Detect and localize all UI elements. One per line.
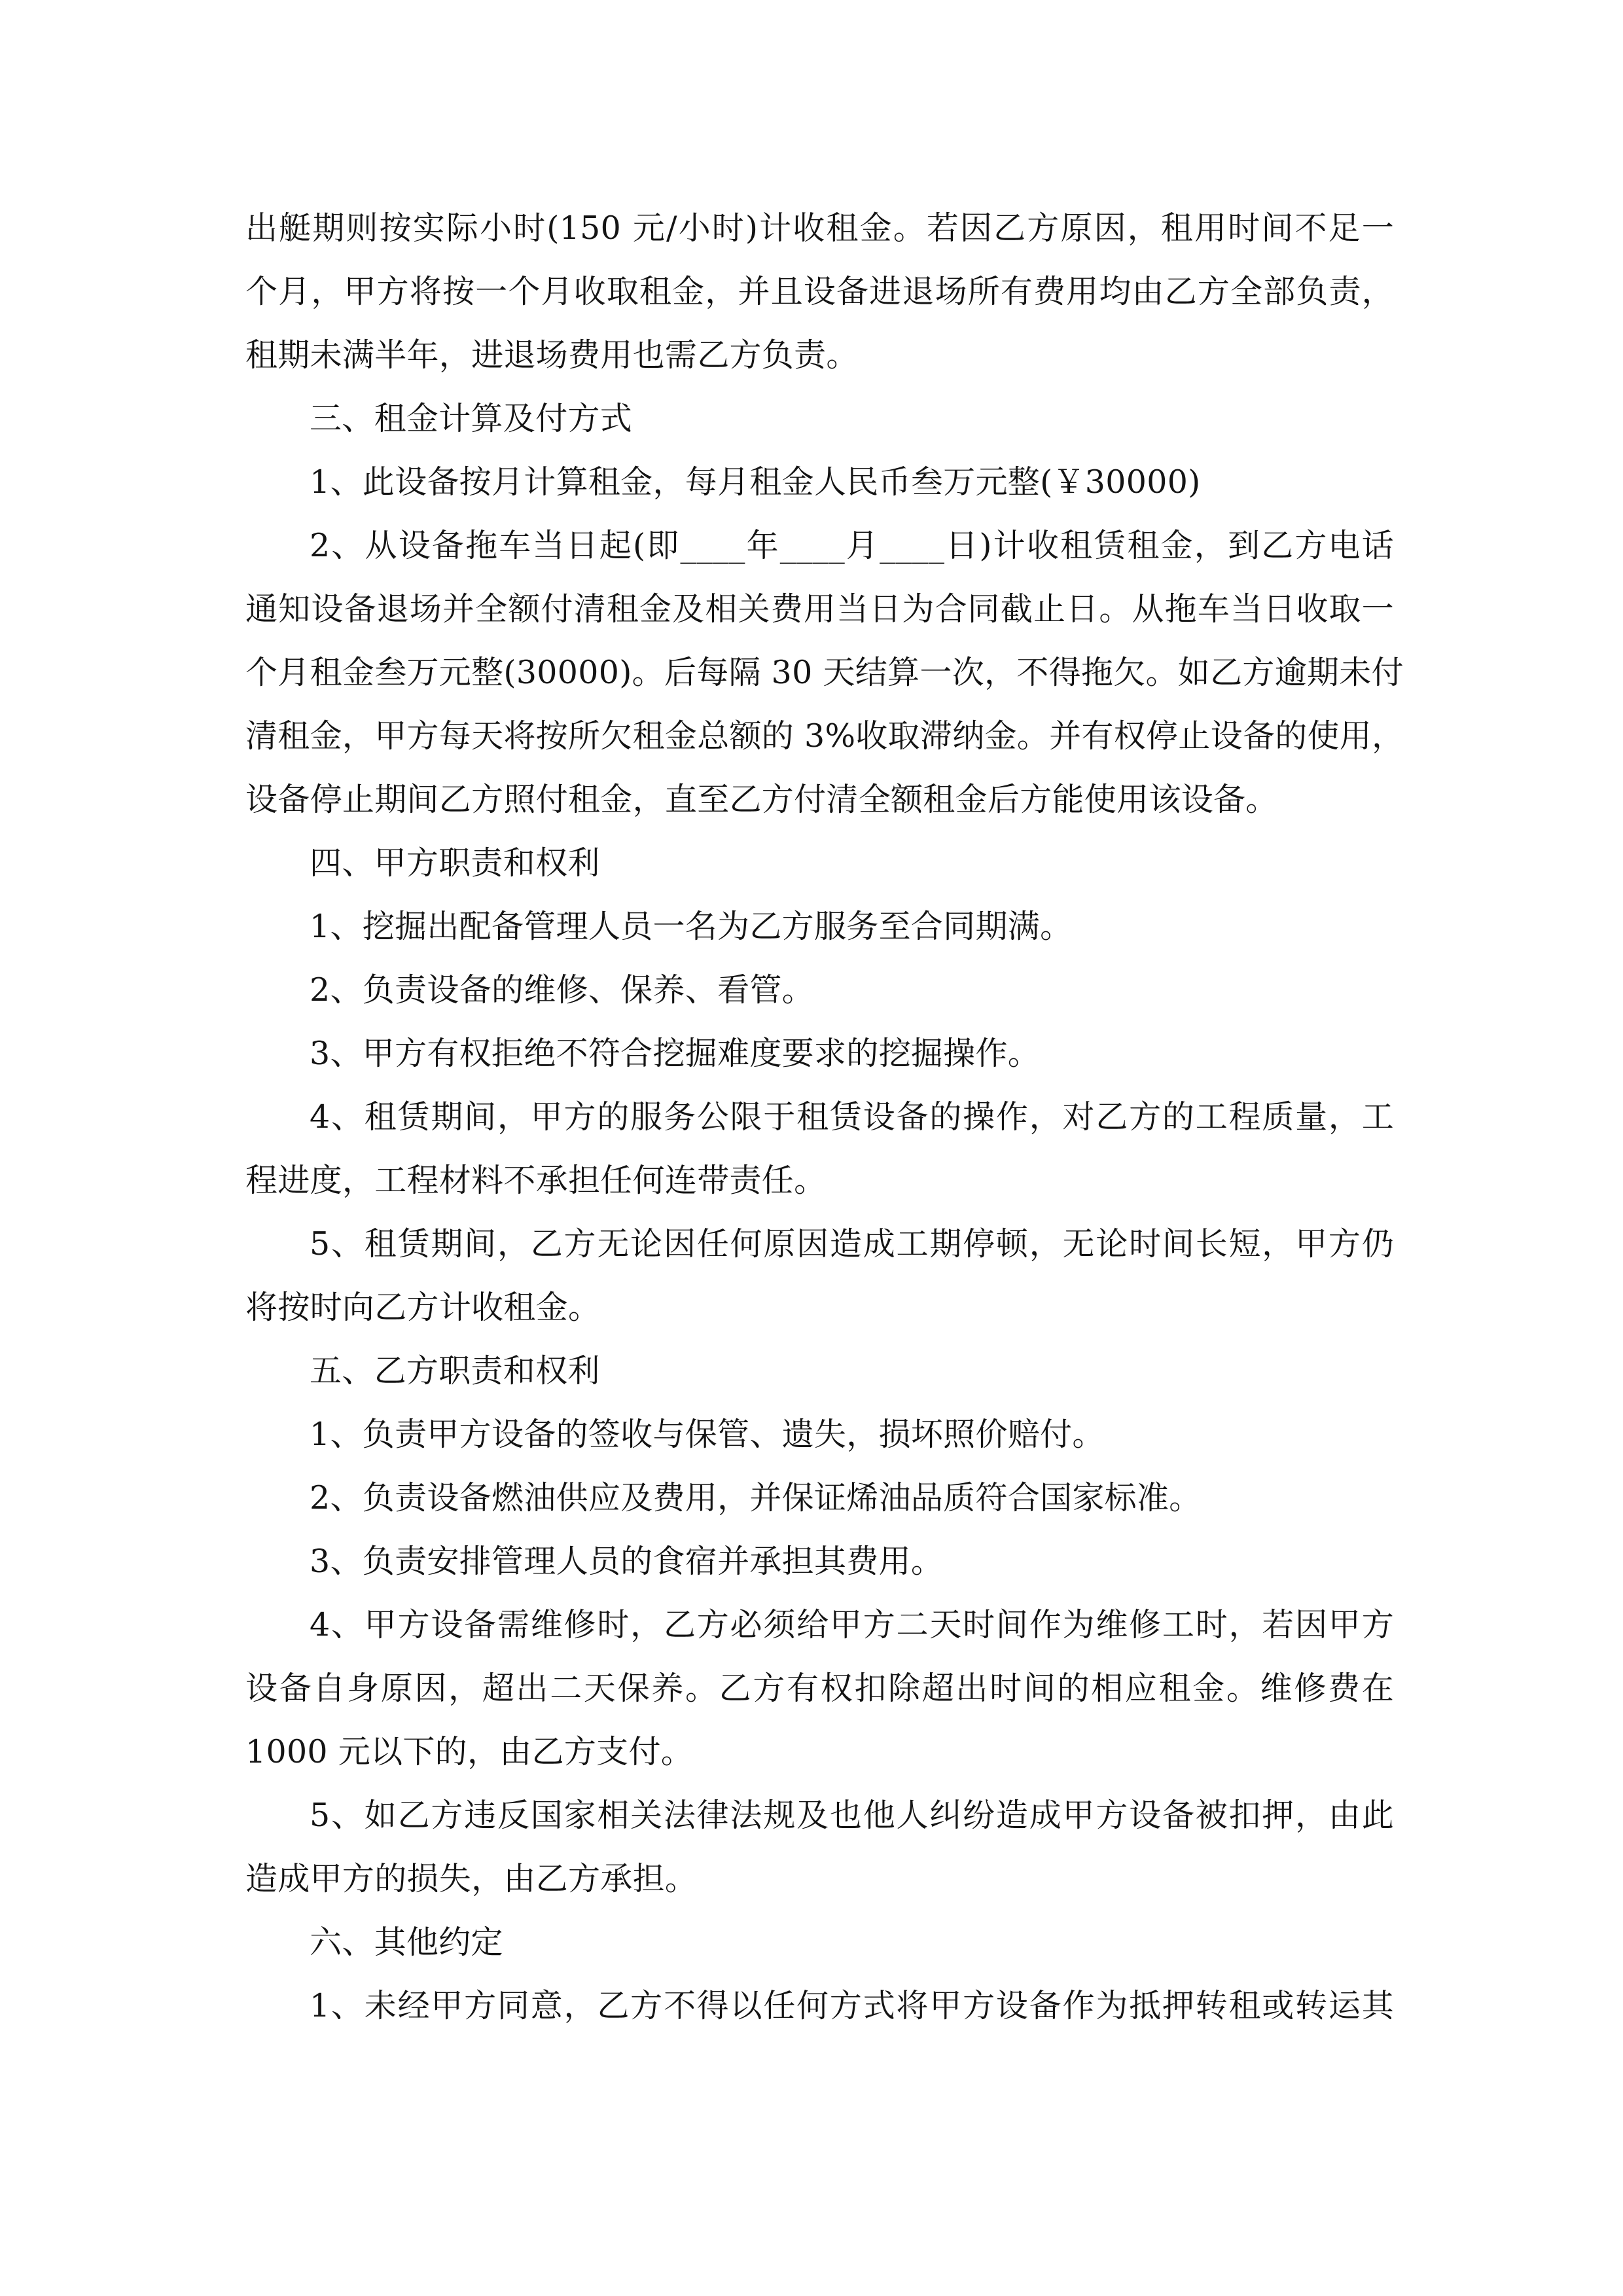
paragraph-line: 1、此设备按月计算租金，每月租金人民币叁万元整(￥30000) xyxy=(310,463,1201,501)
paragraph-line: 1、挖掘出配备管理人员一名为乙方服务至合同期满。 xyxy=(310,908,1073,945)
paragraph-line: 通知设备退场并全额付清租金及相关费用当日为合同截止日。从拖车当日收取一 xyxy=(245,590,1394,628)
document-body xyxy=(245,196,1404,2037)
paragraph-line: 租期未满半年，进退场费用也需乙方负责。 xyxy=(245,336,859,374)
paragraph-line: 造成甲方的损失，由乙方承担。 xyxy=(245,1860,698,1897)
paragraph-line: 1、未经甲方同意，乙方不得以任何方式将甲方设备作为抵押转租或转运其 xyxy=(310,1987,1394,2024)
paragraph-line: 5、如乙方违反国家相关法律法规及也他人纠纷造成甲方设备被扣押，由此 xyxy=(310,1797,1394,1834)
paragraph-line: 个月，甲方将按一个月收取租金，并且设备进退场所有费用均由乙方全部负责， xyxy=(245,273,1394,310)
paragraph-line: 5、租赁期间，乙方无论因任何原因造成工期停顿，无论时间长短，甲方仍 xyxy=(310,1225,1394,1263)
paragraph-line: 1、负责甲方设备的签收与保管、遗失，损坏照价赔付。 xyxy=(310,1416,1105,1453)
paragraph-line: 2、从设备拖车当日起(即____年____月____日)计收租赁租金，到乙方电话 xyxy=(310,527,1394,564)
paragraph-line: 4、租赁期间，甲方的服务公限于租赁设备的操作，对乙方的工程质量，工 xyxy=(310,1098,1394,1136)
paragraph-line: 出艇期则按实际小时(150 元/小时)计收租金。若因乙方原因，租用时间不足一 xyxy=(245,209,1394,247)
paragraph-line: 设备自身原因，超出二天保养。乙方有权扣除超出时间的相应租金。维修费在 xyxy=(245,1670,1394,1707)
section-heading: 五、乙方职责和权利 xyxy=(310,1352,600,1390)
paragraph-line: 2、负责设备燃油供应及费用，并保证烯油品质符合国家标准。 xyxy=(310,1479,1202,1516)
paragraph-line: 程进度，工程材料不承担任何连带责任。 xyxy=(245,1162,827,1199)
section-heading: 六、其他约定 xyxy=(310,1924,503,1961)
paragraph-line: 3、甲方有权拒绝不符合挖掘难度要求的挖掘操作。 xyxy=(310,1035,1041,1072)
paragraph-line: 设备停止期间乙方照付租金，直至乙方付清全额租金后方能使用该设备。 xyxy=(245,781,1278,818)
paragraph-line: 1000 元以下的，由乙方支付。 xyxy=(245,1733,694,1770)
paragraph-line: 4、甲方设备需维修时，乙方必须给甲方二天时间作为维修工时，若因甲方 xyxy=(310,1606,1394,1643)
paragraph-line: 3、负责安排管理人员的食宿并承担其费用。 xyxy=(310,1543,944,1580)
section-heading: 四、甲方职责和权利 xyxy=(310,844,600,882)
paragraph-line: 2、负责设备的维修、保养、看管。 xyxy=(310,971,814,1009)
paragraph-line: 个月租金叁万元整(30000)。后每隔 30 天结算一次，不得拖欠。如乙方逾期未付 xyxy=(245,654,1404,691)
paragraph-line: 将按时向乙方计收租金。 xyxy=(245,1289,601,1326)
section-heading: 三、租金计算及付方式 xyxy=(310,400,633,437)
paragraph-line: 清租金，甲方每天将按所欠租金总额的 3%收取滞纳金。并有权停止设备的使用， xyxy=(245,717,1404,755)
